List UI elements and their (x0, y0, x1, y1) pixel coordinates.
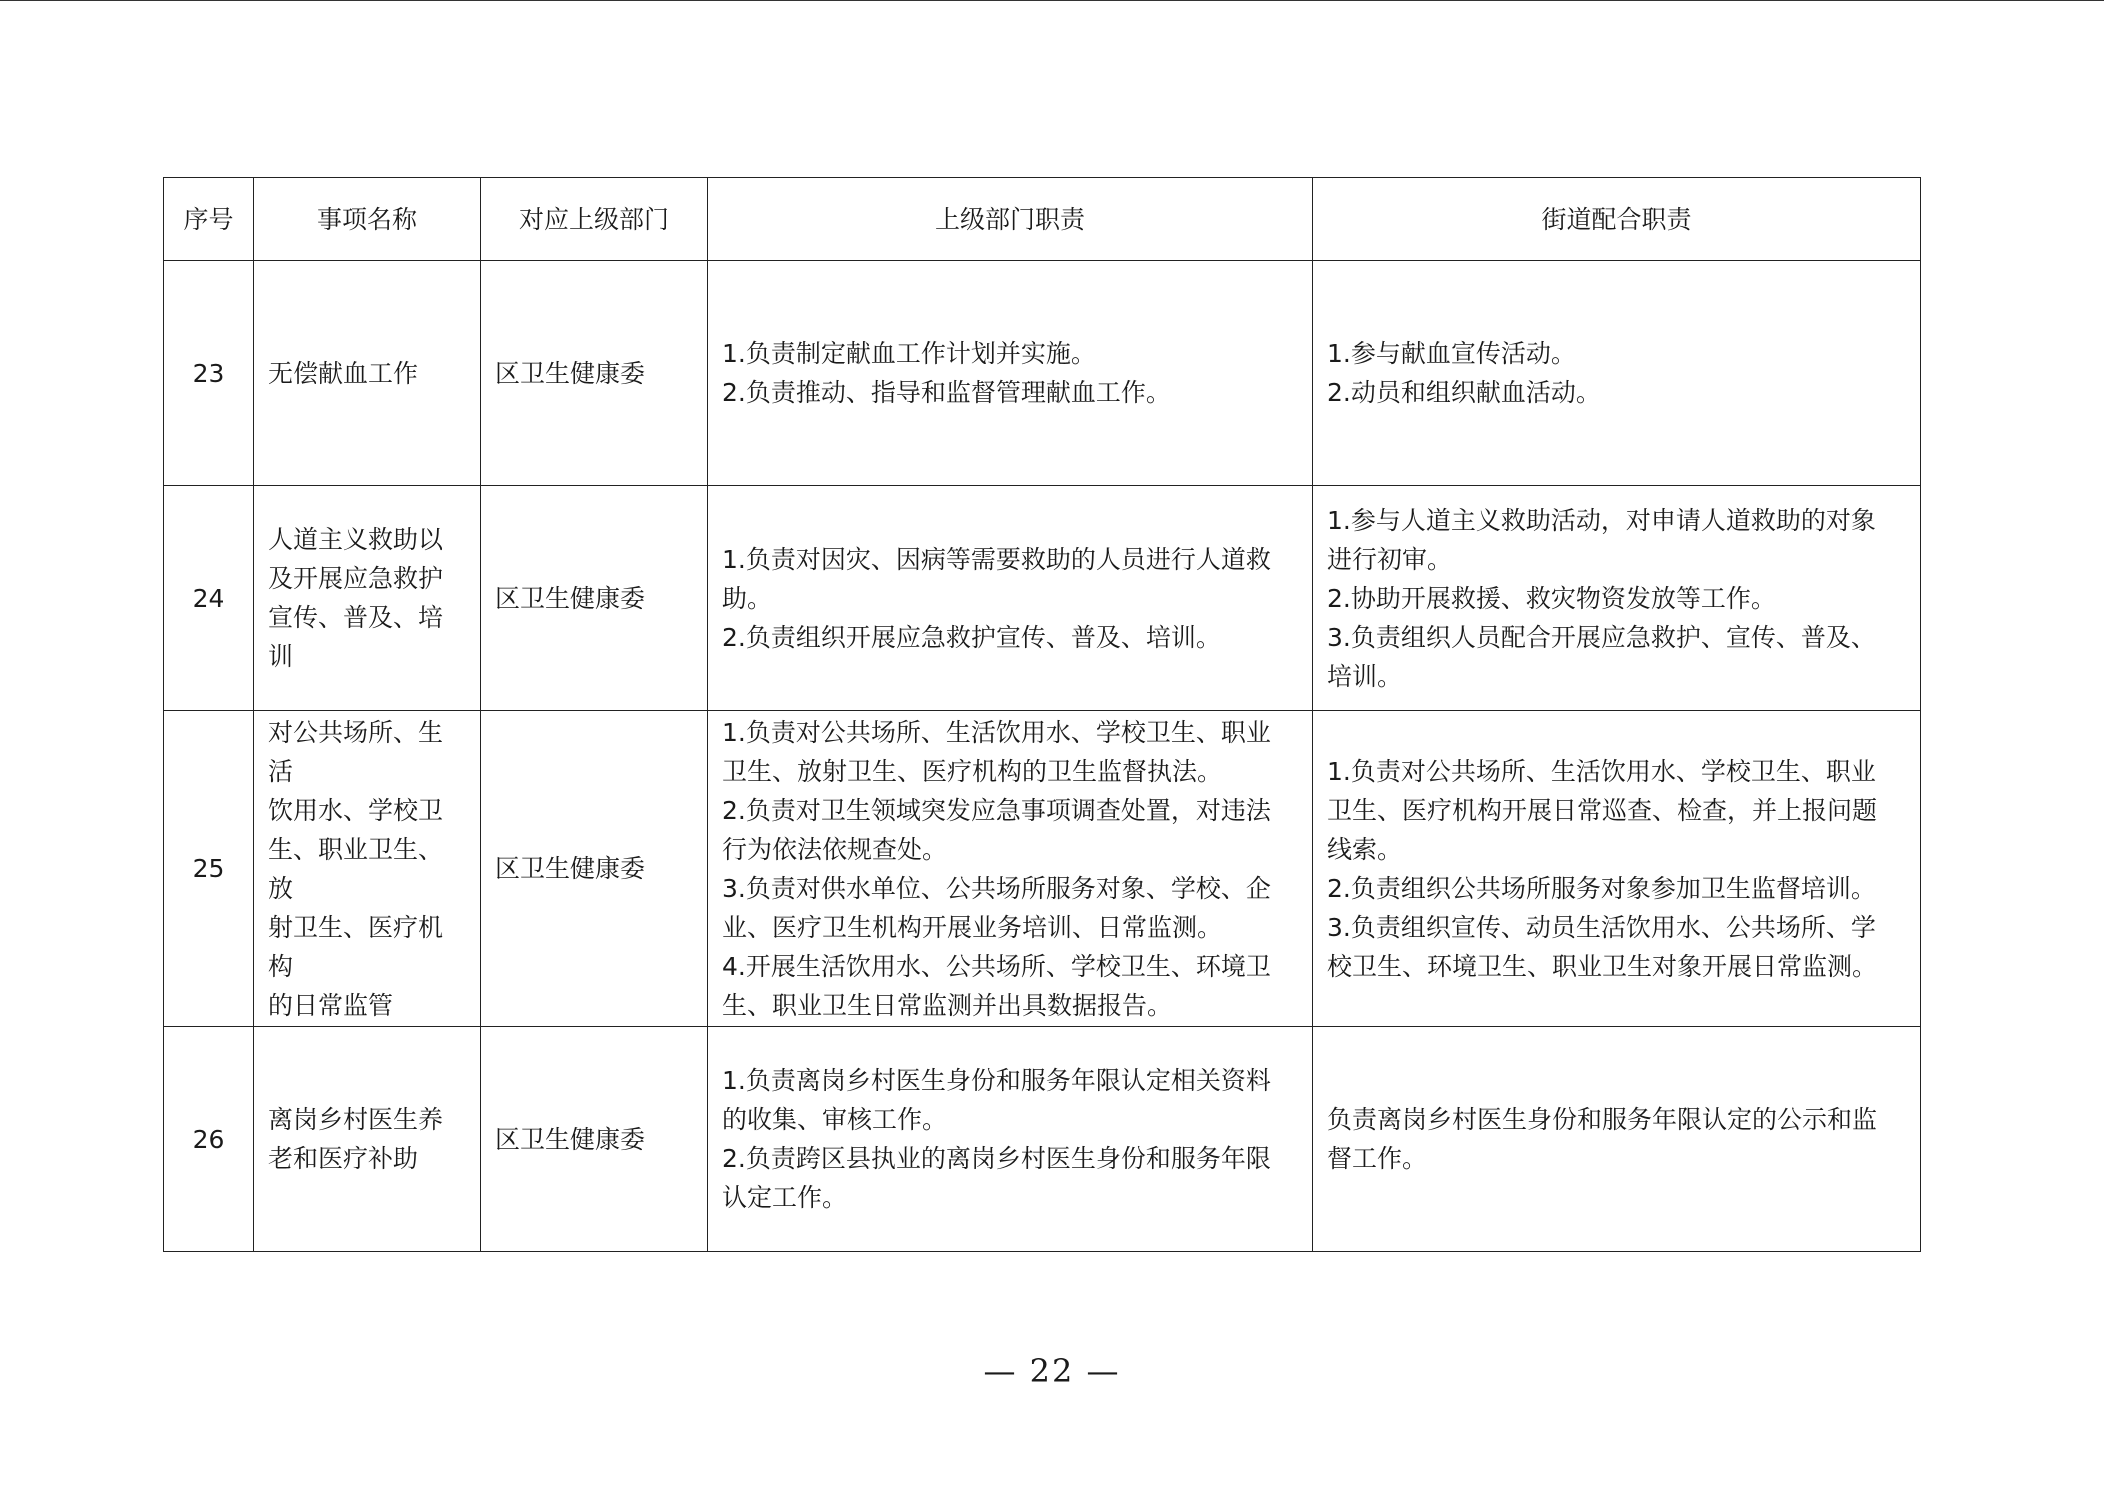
department: 区卫生健康委 (481, 486, 708, 711)
item-name-line: 生、职业卫生、放 (268, 834, 444, 903)
superior-duties (708, 1027, 1313, 1252)
table-header-row (164, 178, 1921, 261)
table-row (164, 486, 1921, 711)
duty-line: 行为依法依规查处。 (722, 834, 948, 864)
table-row (164, 1027, 1921, 1252)
duty-line: 2.负责组织公共场所服务对象参加卫生监督培训。 (1327, 873, 1876, 903)
header-item-name: 事项名称 (254, 178, 481, 261)
header-superior-department: 对应上级部门 (481, 178, 708, 261)
row-number: 23 (164, 261, 254, 486)
street-duties (1313, 261, 1921, 486)
header-serial-number: 序号 (164, 178, 254, 261)
duty-line: 督工作。 (1327, 1144, 1428, 1173)
item-name-line: 及开展应急救护 (268, 564, 444, 593)
superior-duties (708, 711, 1313, 1027)
duty-line: 2.动员和组织献血活动。 (1327, 378, 1601, 407)
duty-line: 的收集、审核工作。 (722, 1105, 948, 1134)
page-number: — 22 — (983, 1352, 1121, 1390)
item-name-line: 射卫生、医疗机构 (268, 912, 444, 981)
duty-line: 1.负责离岗乡村医生身份和服务年限认定相关资料 (722, 1066, 1271, 1095)
row-number: 24 (164, 486, 254, 711)
responsibility-table (163, 177, 1921, 1252)
item-name-line: 老和医疗补助 (268, 1144, 419, 1173)
duty-line: 2.协助开展救援、救灾物资发放等工作。 (1327, 583, 1776, 613)
item-name (254, 711, 481, 1027)
department: 区卫生健康委 (481, 711, 708, 1027)
department: 区卫生健康委 (481, 261, 708, 486)
duty-line: 3.负责组织宣传、动员生活饮用水、公共场所、学 (1327, 912, 1876, 942)
table-row (164, 711, 1921, 1027)
duty-line: 1.参与人道主义救助活动，对申请人道救助的对象 (1327, 505, 1876, 535)
duty-line: 1.负责对公共场所、生活饮用水、学校卫生、职业 (722, 717, 1271, 747)
duty-line: 3.负责组织人员配合开展应急救护、宣传、普及、 (1327, 622, 1876, 652)
header-street-duties: 街道配合职责 (1313, 178, 1921, 261)
item-name-line: 离岗乡村医生养 (268, 1105, 444, 1134)
duty-line: 2.负责推动、指导和监督管理献血工作。 (722, 378, 1171, 407)
duty-line: 线索。 (1327, 834, 1403, 864)
table-row (164, 261, 1921, 486)
duty-line: 进行初审。 (1327, 544, 1453, 574)
item-name-line: 宣传、普及、培训 (268, 603, 444, 671)
header-superior-duties: 上级部门职责 (708, 178, 1313, 261)
duty-line: 4.开展生活饮用水、公共场所、学校卫生、环境卫 (722, 951, 1271, 981)
duty-line: 卫生、医疗机构开展日常巡查、检查，并上报问题 (1327, 795, 1878, 825)
department: 区卫生健康委 (481, 1027, 708, 1252)
duty-line: 负责离岗乡村医生身份和服务年限认定的公示和监 (1327, 1105, 1878, 1134)
duty-line: 业、医疗卫生机构开展业务培训、日常监测。 (722, 912, 1223, 942)
duty-line: 认定工作。 (722, 1183, 848, 1212)
row-number: 26 (164, 1027, 254, 1252)
street-duties (1313, 711, 1921, 1027)
item-name-line: 无偿献血工作 (268, 358, 419, 388)
duty-line: 2.负责跨区县执业的离岗乡村医生身份和服务年限 (722, 1144, 1271, 1173)
duty-line: 2.负责组织开展应急救护宣传、普及、培训。 (722, 622, 1221, 652)
street-duties (1313, 1027, 1921, 1252)
duty-line: 生、职业卫生日常监测并出具数据报告。 (722, 990, 1173, 1020)
duty-line: 卫生、放射卫生、医疗机构的卫生监督执法。 (722, 756, 1223, 786)
item-name-line: 的日常监管 (268, 990, 394, 1020)
duty-line: 3.负责对供水单位、公共场所服务对象、学校、企 (722, 873, 1271, 903)
duty-line: 校卫生、环境卫生、职业卫生对象开展日常监测。 (1327, 951, 1878, 981)
item-name (254, 261, 481, 486)
duty-line: 培训。 (1327, 661, 1403, 691)
top-border-line (0, 0, 2104, 1)
duty-line: 1.参与献血宣传活动。 (1327, 339, 1576, 368)
street-duties (1313, 486, 1921, 711)
item-name-line: 对公共场所、生活 (268, 717, 444, 786)
item-name-line: 饮用水、学校卫 (268, 795, 444, 825)
item-name (254, 1027, 481, 1252)
row-number: 25 (164, 711, 254, 1027)
duty-line: 1.负责对因灾、因病等需要救助的人员进行人道救 (722, 544, 1271, 574)
item-name-line: 人道主义救助以 (268, 525, 444, 554)
duty-line: 1.负责对公共场所、生活饮用水、学校卫生、职业 (1327, 756, 1876, 786)
superior-duties (708, 486, 1313, 711)
item-name (254, 486, 481, 711)
duty-line: 1.负责制定献血工作计划并实施。 (722, 339, 1096, 368)
duty-line: 2.负责对卫生领域突发应急事项调查处置，对违法 (722, 795, 1271, 825)
duty-line: 助。 (722, 583, 773, 613)
superior-duties (708, 261, 1313, 486)
